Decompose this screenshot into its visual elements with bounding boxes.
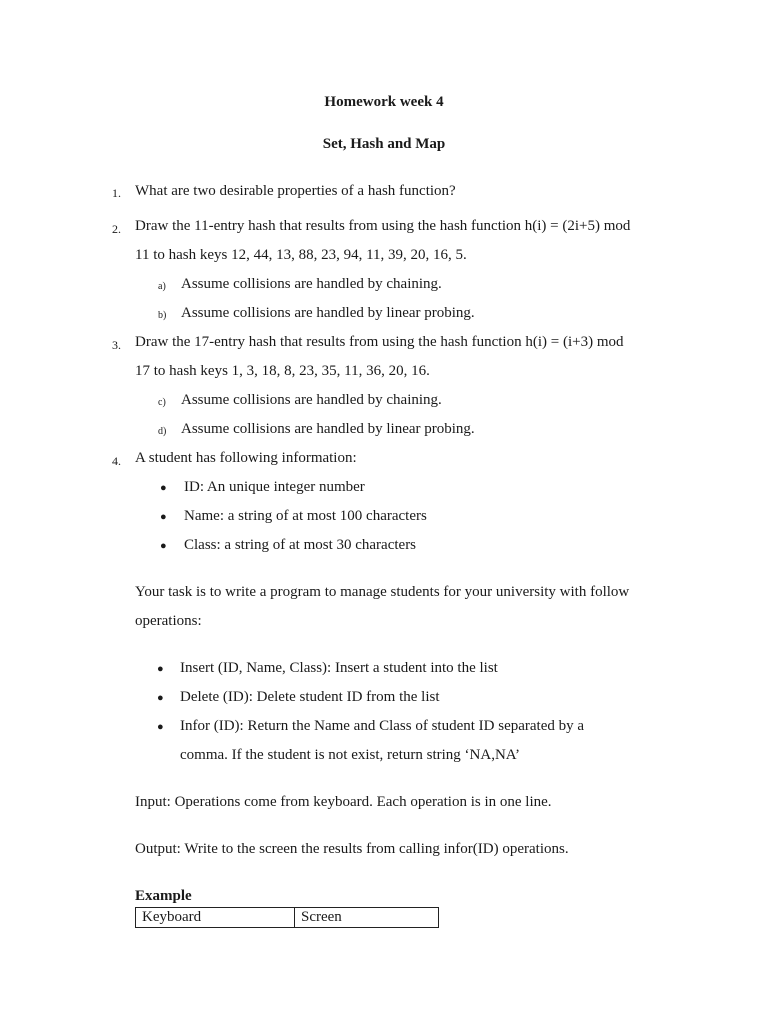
bullet-icon: ● <box>160 511 167 523</box>
part-label: b) <box>158 310 167 321</box>
part-label: a) <box>158 281 166 292</box>
question-text: Draw the 11-entry hash that results from using the hash function h(i) = (2i+5) mod <box>135 218 631 234</box>
question-text: A student has following information: <box>135 450 357 466</box>
question-number: 4. <box>112 454 121 468</box>
question-text: What are two desirable properties of a hash function? <box>135 183 456 199</box>
operation-item: Delete (ID): Delete student ID from the list <box>180 689 440 705</box>
operation-item-continued: comma. If the student is not exist, return string ‘NA,NA’ <box>180 747 520 763</box>
part-text: Assume collisions are handled by chaining. <box>181 276 442 292</box>
question-text: 11 to hash keys 12, 44, 13, 88, 23, 94, 11, 39, 20, 16, 5. <box>135 247 467 263</box>
question-text: 17 to hash keys 1, 3, 18, 8, 23, 35, 11, 36, 20, 16. <box>135 363 430 379</box>
part-label: c) <box>158 397 166 408</box>
example-table <box>135 907 439 928</box>
task-text: operations: <box>135 613 202 629</box>
field-item: Name: a string of at most 100 characters <box>184 508 427 524</box>
table-header-keyboard: Keyboard <box>136 908 295 928</box>
bullet-icon: ● <box>160 482 167 494</box>
part-label: d) <box>158 426 167 437</box>
field-item: Class: a string of at most 30 characters <box>184 537 417 553</box>
bullet-icon: ● <box>157 721 164 733</box>
table-row <box>136 908 439 928</box>
input-description: Input: Operations come from keyboard. Each operation is in one line. <box>135 794 552 810</box>
part-text: Assume collisions are handled by chaining. <box>181 392 442 408</box>
table-header-screen: Screen <box>295 908 439 928</box>
operation-item: Infor (ID): Return the Name and Class of student ID separated by a <box>180 718 585 734</box>
part-text: Assume collisions are handled by linear probing. <box>181 305 475 321</box>
document-title: Homework week 4 <box>324 94 444 110</box>
part-text: Assume collisions are handled by linear probing. <box>181 421 475 437</box>
output-description: Output: Write to the screen the results from calling infor(ID) operations. <box>135 841 569 857</box>
question-number: 1. <box>112 186 121 200</box>
example-heading: Example <box>135 888 192 904</box>
bullet-icon: ● <box>160 540 167 552</box>
task-text: Your task is to write a program to manage students for your university with follow <box>135 584 630 600</box>
field-item: ID: An unique integer number <box>184 479 365 495</box>
question-text: Draw the 17-entry hash that results from using the hash function h(i) = (i+3) mod <box>135 334 624 350</box>
question-number: 2. <box>112 222 121 236</box>
document-subtitle: Set, Hash and Map <box>322 136 446 152</box>
bullet-icon: ● <box>157 663 164 675</box>
operation-item: Insert (ID, Name, Class): Insert a student into the list <box>180 660 498 676</box>
bullet-icon: ● <box>157 692 164 704</box>
question-number: 3. <box>112 338 121 352</box>
